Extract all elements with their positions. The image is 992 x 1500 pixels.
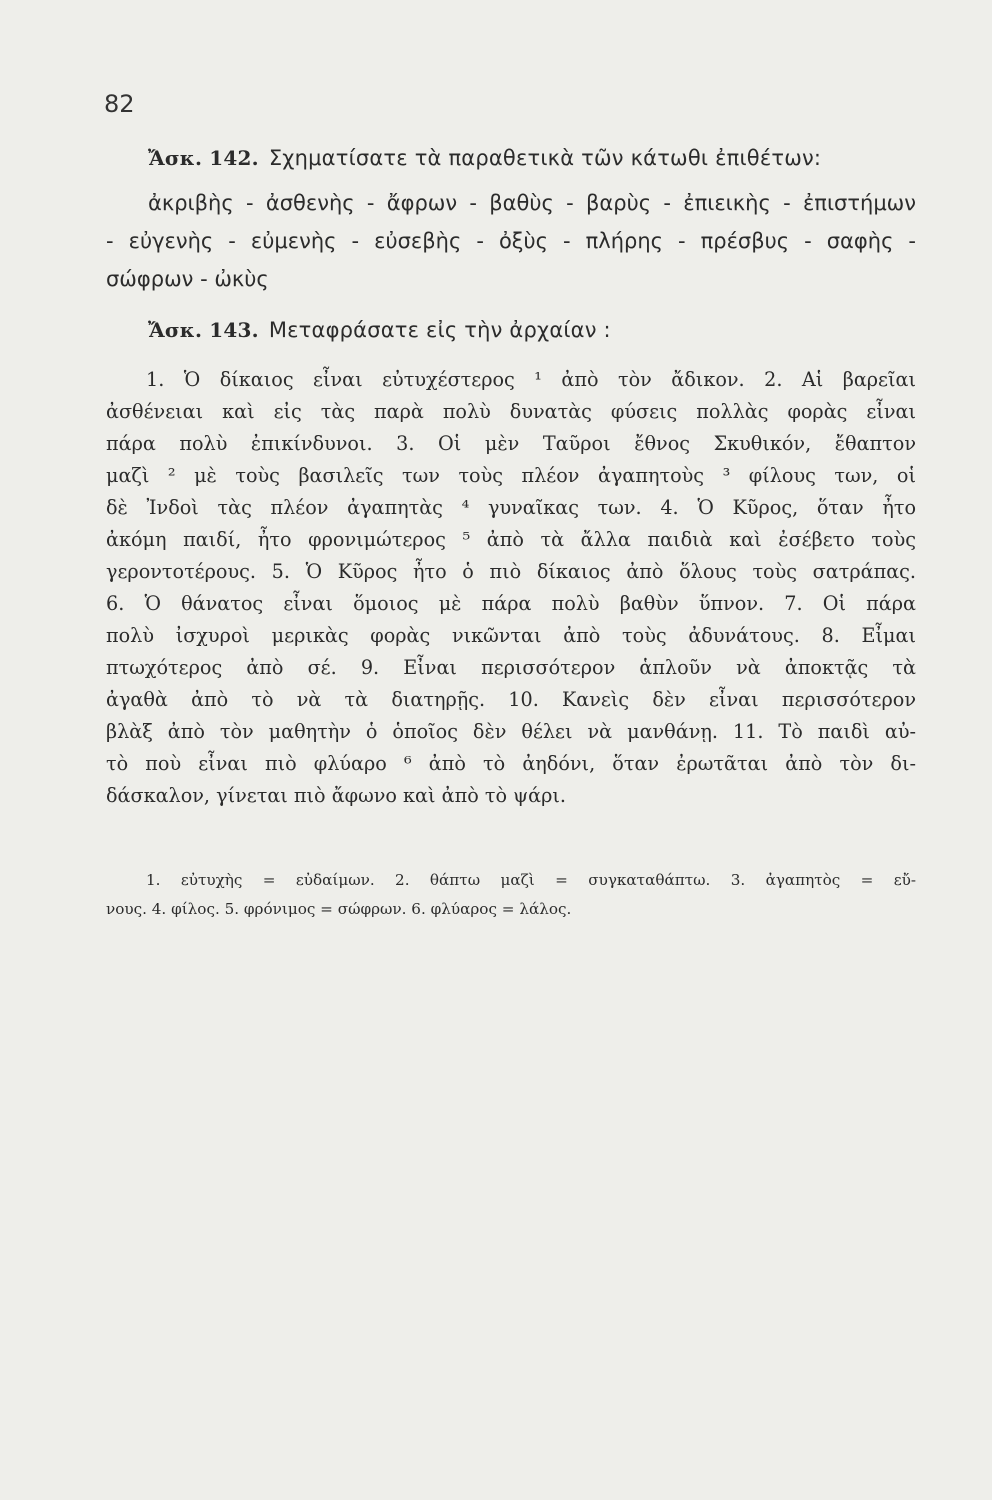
text-line: πολὺ ἰσχυροὶ μερικὰς φορὰς νικῶνται ἀπὸ τοὺς ἀδυνάτους. 8. Εἶμαι [106,624,916,647]
text-line: ἀσθένειαι καὶ εἰς τὰς παρὰ πολὺ δυνατὰς φύσεις πολλὰς φορὰς εἶναι [106,400,916,423]
footnote-line: 1. εὐτυχὴς = εὐδαίμων. 2. θάπτω μαζὶ = συγκαταθάπτω. 3. ἀγαπητὸς = εὔ- [146,871,916,889]
exercise-142-instruction: Σχηματίσατε τὰ παραθετικὰ τῶν κάτωθι ἐπιθέτων: [268,146,822,170]
text-line: ἀγαθὰ ἀπὸ τὸ νὰ τὰ διατηρῇς. 10. Κανεὶς δὲν εἶναι περισσότερον [106,688,916,711]
text-line: τὸ ποὺ εἶναι πιὸ φλύαρο ⁶ ἀπὸ τὸ ἀηδόνι, ὅταν ἐρωτᾶται ἀπὸ τὸν δι- [106,752,916,775]
exercise-143 [106,318,916,812]
adjective-list-line: σώφρων - ὠκὺς [106,267,269,291]
text-line: γεροντοτέρους. 5. Ὁ Κῦρος ἦτο ὁ πιὸ δίκαιος ἀπὸ ὅλους τοὺς σατράπας. [106,560,916,583]
adjective-list-line: - εὐγενὴς - εὐμενὴς - εὐσεβὴς - ὀξὺς - πλήρης - πρέσβυς - σαφὴς - [106,229,916,253]
page-number: 82 [104,90,135,118]
text-line: πάρα πολὺ ἐπικίνδυνοι. 3. Οἱ μὲν Ταῦροι ἔθνος Σκυθικόν, ἔθαπτον [106,432,916,455]
exercise-142 [106,146,916,298]
text-line: πτωχότερος ἀπὸ σέ. 9. Εἶναι περισσότερον ἁπλοῦν νὰ ἀποκτᾷς τὰ [106,656,916,679]
exercise-143-label: Ἄσκ. 143. [148,318,259,342]
text-line: 6. Ὁ θάνατος εἶναι ὅμοιος μὲ πάρα πολὺ βαθὺν ὕπνον. 7. Οἱ πάρα [106,592,916,615]
text-line: δάσκαλον, γίνεται πιὸ ἄφωνο καὶ ἀπὸ τὸ ψάρι. [106,784,567,807]
footnote-line: νους. 4. φίλος. 5. φρόνιμος = σώφρων. 6. φλύαρος = λάλος. [106,900,572,918]
text-line: μαζὶ ² μὲ τοὺς βασιλεῖς των τοὺς πλέον ἀγαπητοὺς ³ φίλους των, οἱ [106,464,916,487]
exercise-143-heading [106,318,916,342]
exercise-142-heading [106,146,916,170]
translation-text [106,364,916,812]
text-line: 1. Ὁ δίκαιος εἶναι εὐτυχέστερος ¹ ἀπὸ τὸν ἄδικον. 2. Αἱ βαρεῖαι [146,368,916,391]
adjective-list-line: ἀκριβὴς - ἀσθενὴς - ἄφρων - βαθὺς - βαρὺς - ἐπιεικὴς - ἐπιστήμων [148,191,916,215]
text-line: δὲ Ἰνδοὶ τὰς πλέον ἀγαπητὰς ⁴ γυναῖκας των. 4. Ὁ Κῦρος, ὅταν ἦτο [106,496,916,519]
footnotes [106,866,916,924]
text-line: βλὰξ ἀπὸ τὸν μαθητὴν ὁ ὁποῖος δὲν θέλει νὰ μανθάνῃ. 11. Τὸ παιδὶ αὐ- [106,720,916,743]
adjective-list [106,184,916,298]
exercise-142-label: Ἄσκ. 142. [148,146,259,170]
text-line: ἀκόμη παιδί, ἦτο φρονιμώτερος ⁵ ἀπὸ τὰ ἄλλα παιδιὰ καὶ ἐσέβετο τοὺς [106,528,916,551]
exercise-143-instruction: Μεταφράσατε εἰς τὴν ἀρχαίαν : [268,318,611,342]
